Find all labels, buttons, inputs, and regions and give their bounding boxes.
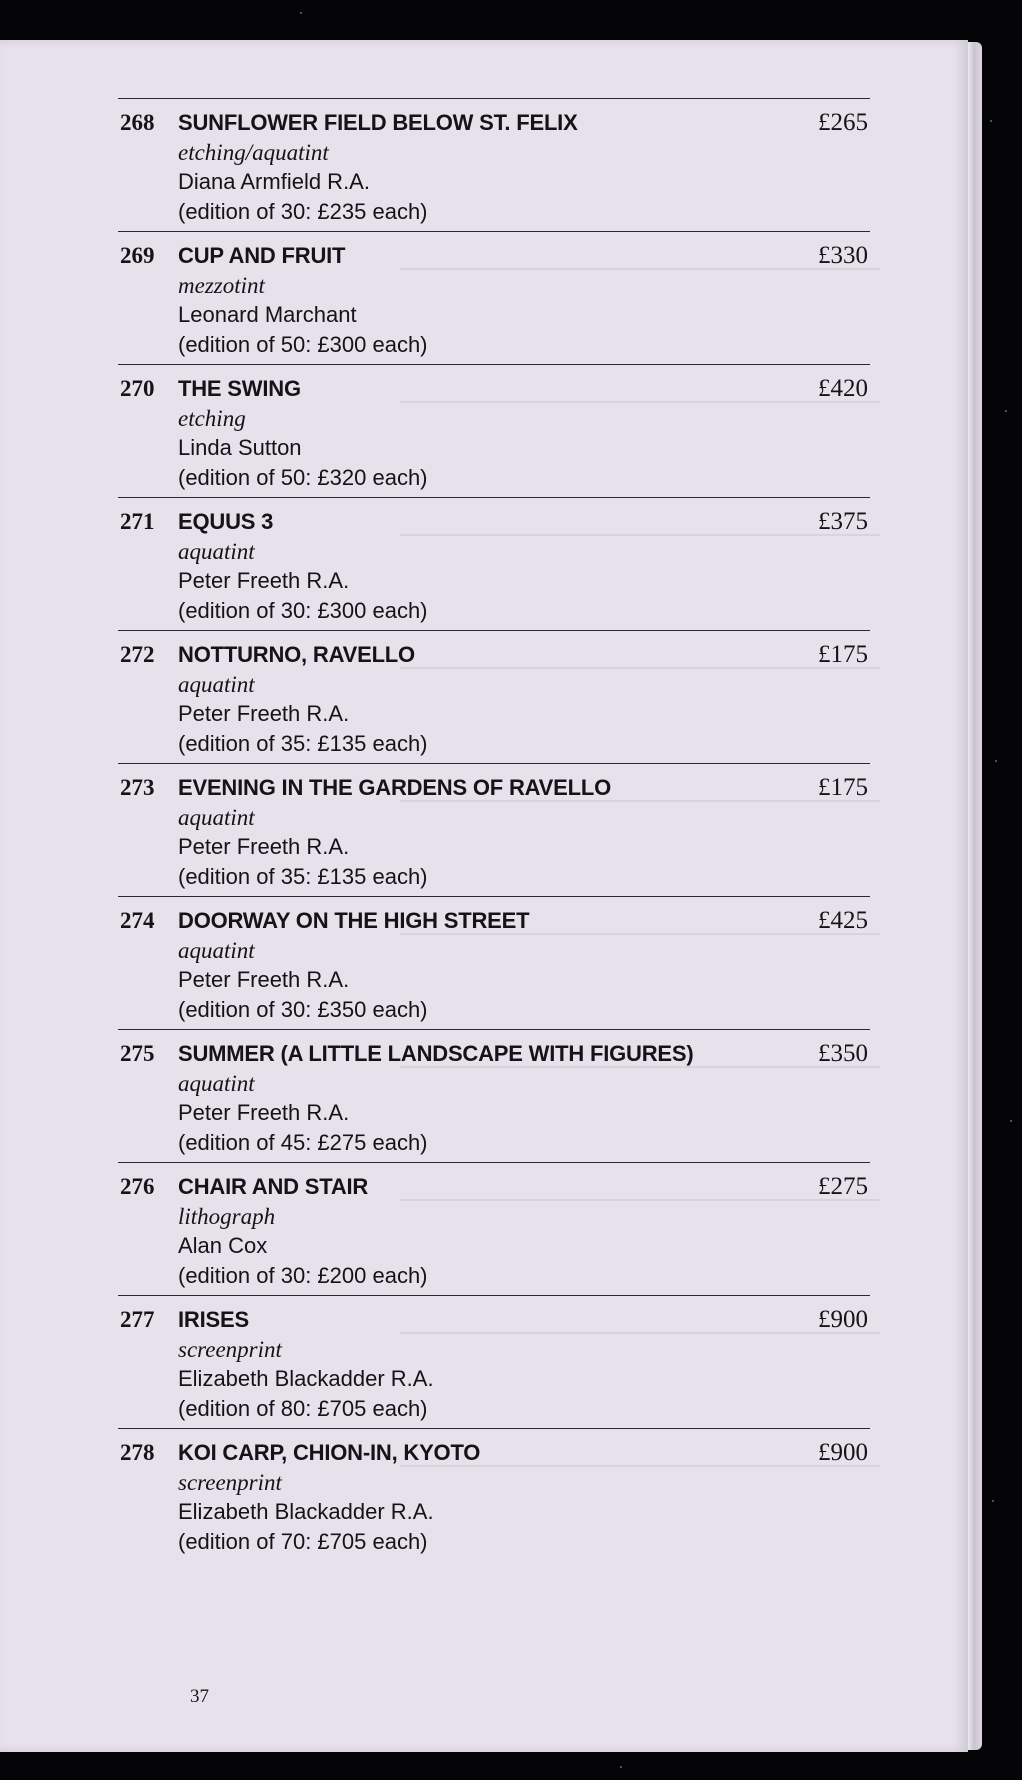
entry-details [178, 1039, 870, 1157]
entry-medium: screenprint [178, 1469, 282, 1495]
entry-artist: Peter Freeth R.A. [178, 1100, 350, 1125]
entry-medium: aquatint [178, 538, 255, 564]
entry-price: £265 [818, 109, 868, 136]
entry-number: 276 [120, 1174, 155, 1199]
background-speck [1005, 410, 1007, 412]
entry-number: 278 [120, 1440, 155, 1465]
entry-edition: (edition of 70: £705 each) [178, 1528, 428, 1554]
entry-title: DOORWAY ON THE HIGH STREET [178, 908, 530, 933]
entry-title: SUNFLOWER FIELD BELOW ST. FELIX [178, 110, 578, 135]
entry-price: £350 [818, 1040, 868, 1067]
entry-edition: (edition of 30: £350 each) [178, 996, 428, 1022]
entry-artist: Peter Freeth R.A. [178, 834, 350, 859]
entry-edition: (edition of 35: £135 each) [178, 730, 428, 756]
entry-edition: (edition of 80: £705 each) [178, 1395, 428, 1421]
entry-details [178, 906, 870, 1024]
entry-details [178, 773, 870, 891]
entry-title: EQUUS 3 [178, 509, 274, 534]
entry-medium: etching [178, 405, 246, 431]
entry-artist: Elizabeth Blackadder R.A. [178, 1366, 434, 1391]
entry-number: 274 [120, 908, 155, 933]
entry-title: IRISES [178, 1307, 249, 1332]
entry-artist: Peter Freeth R.A. [178, 701, 350, 726]
entry-medium: aquatint [178, 1070, 255, 1096]
entry-number: 269 [120, 243, 155, 268]
entry-edition: (edition of 50: £300 each) [178, 331, 428, 357]
entry-details [178, 1438, 870, 1556]
entry-medium: screenprint [178, 1336, 282, 1362]
catalogue-entry [118, 231, 870, 364]
entry-number: 275 [120, 1041, 155, 1066]
catalogue-entry [118, 630, 870, 763]
entry-edition: (edition of 30: £200 each) [178, 1262, 428, 1288]
entry-number: 273 [120, 775, 155, 800]
entry-edition: (edition of 30: £235 each) [178, 198, 428, 224]
entry-details [178, 374, 870, 492]
entry-title: NOTTURNO, RAVELLO [178, 642, 415, 667]
entry-price: £900 [818, 1439, 868, 1466]
entry-details [178, 241, 870, 359]
background-speck [992, 1500, 994, 1502]
catalogue-entry [118, 1428, 870, 1561]
entry-edition: (edition of 45: £275 each) [178, 1129, 428, 1155]
entry-number: 277 [120, 1307, 155, 1332]
entry-medium: mezzotint [178, 272, 265, 298]
catalogue-entry [118, 1162, 870, 1295]
entry-number: 268 [120, 110, 155, 135]
entry-number: 272 [120, 642, 155, 667]
catalogue-entry [118, 763, 870, 896]
entry-price: £375 [818, 508, 868, 535]
catalogue-entry [118, 896, 870, 1029]
entry-price: £175 [818, 641, 868, 668]
entry-title: EVENING IN THE GARDENS OF RAVELLO [178, 775, 612, 800]
entry-artist: Elizabeth Blackadder R.A. [178, 1499, 434, 1524]
catalogue-entry [118, 1295, 870, 1428]
background-speck [990, 120, 992, 122]
entry-artist: Peter Freeth R.A. [178, 568, 350, 593]
entry-artist: Alan Cox [178, 1233, 268, 1258]
entry-number: 271 [120, 509, 155, 534]
entry-details [178, 507, 870, 625]
entry-price: £175 [818, 774, 868, 801]
entry-artist: Leonard Marchant [178, 302, 357, 327]
entry-title: CHAIR AND STAIR [178, 1174, 369, 1199]
entry-price: £275 [818, 1173, 868, 1200]
catalogue-entry [118, 364, 870, 497]
entry-title: CUP AND FRUIT [178, 243, 346, 268]
catalogue-entry [118, 497, 870, 630]
entry-title: KOI CARP, CHION-IN, KYOTO [178, 1440, 481, 1465]
entry-price: £900 [818, 1306, 868, 1333]
entry-details [178, 1305, 870, 1423]
entry-artist: Peter Freeth R.A. [178, 967, 350, 992]
entry-artist: Diana Armfield R.A. [178, 169, 370, 194]
entry-title: THE SWING [178, 376, 301, 401]
entry-price: £330 [818, 242, 868, 269]
background-speck [620, 1766, 622, 1768]
entry-edition: (edition of 30: £300 each) [178, 597, 428, 623]
background-speck [1010, 1120, 1012, 1122]
entry-medium: aquatint [178, 671, 255, 697]
entry-title: SUMMER (A LITTLE LANDSCAPE WITH FIGURES) [178, 1041, 694, 1066]
entry-details [178, 1172, 870, 1290]
entry-price: £420 [818, 375, 868, 402]
catalogue-entry [118, 98, 870, 231]
background-speck [300, 12, 302, 14]
page-number: 37 [190, 1686, 209, 1707]
entry-medium: etching/aquatint [178, 139, 329, 165]
entry-edition: (edition of 35: £135 each) [178, 863, 428, 889]
entry-price: £425 [818, 907, 868, 934]
catalogue-list [118, 98, 870, 1561]
background-speck [995, 760, 997, 762]
entry-edition: (edition of 50: £320 each) [178, 464, 428, 490]
catalogue-entry [118, 1029, 870, 1162]
entry-medium: aquatint [178, 937, 255, 963]
entry-artist: Linda Sutton [178, 435, 302, 460]
entry-medium: aquatint [178, 804, 255, 830]
entry-number: 270 [120, 376, 155, 401]
entry-medium: lithograph [178, 1203, 276, 1229]
entry-details [178, 108, 870, 226]
entry-details [178, 640, 870, 758]
